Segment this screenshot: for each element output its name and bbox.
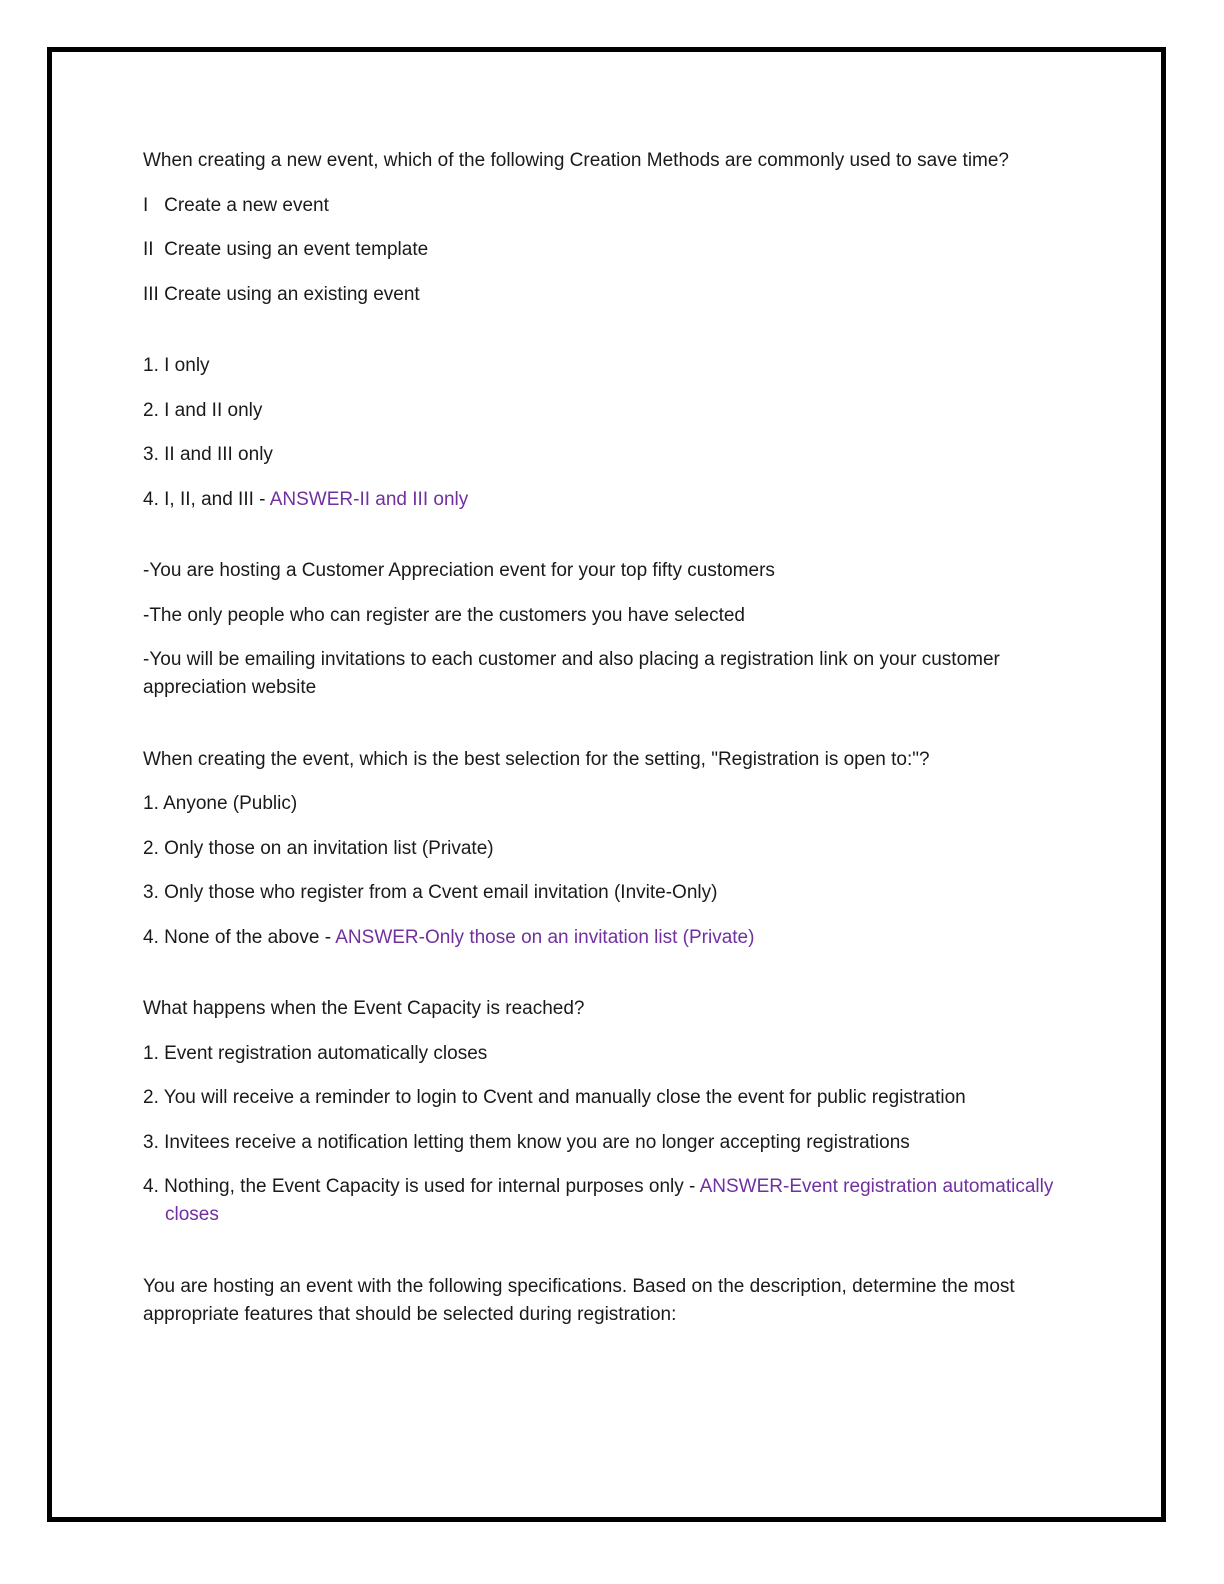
document-body [143,147,1103,1345]
q1-option-1: 1. I only [143,355,210,376]
q2-answer: ANSWER-Only those on an invitation list (Private) [335,926,755,948]
q2-option-1: 1. Anyone (Public) [143,793,298,814]
q1-option-4-text: 4. I, II, and III - [143,488,270,510]
q1-option-3: 3. II and III only [143,444,273,465]
q1-statement-1: I Create a new event [143,194,329,216]
q3-option-3: 3. Invitees receive a notification letting them know you are no longer accepting registrations [143,1131,910,1153]
q2-question: When creating the event, which is the best selection for the setting, "Registration is open to:"? [143,748,930,770]
q2-scenario-3: -You will be emailing invitations to each customer and also placing a registration link on your customer appreciation website [143,649,1006,698]
q4-question: You are hosting an event with the following specifications. Based on the description, determine the most appropriate features that should be selected during registration: [143,1275,1020,1325]
q2-scenario-2: -The only people who can register are the customers you have selected [143,604,745,626]
q1-statement-2: II Create using an event template [143,239,429,260]
q3-answer: ANSWER-Event registration automatically closes [165,1176,1059,1225]
q3-question: What happens when the Event Capacity is reached? [143,998,585,1019]
q2-option-4-text: 4. None of the above - [143,926,336,948]
q2-option-2: 2. Only those on an invitation list (Private) [143,837,494,859]
q3-option-4 [143,1173,1103,1229]
q3-option-1: 1. Event registration automatically closes [143,1042,488,1064]
q1-question: When creating a new event, which of the following Creation Methods are commonly used to save time? [143,150,1010,171]
q2-scenario-1: -You are hosting a Customer Appreciation event for your top fifty customers [143,560,775,581]
q1-option-4 [143,486,1103,514]
q1-option-2: 2. I and II only [143,399,263,421]
q1-answer: ANSWER-II and III only [269,488,469,510]
q3-option-2: 2. You will receive a reminder to login to Cvent and manually close the event for public registration [143,1087,966,1108]
q1-statement-3: III Create using an existing event [143,283,420,305]
q2-option-4 [143,924,1103,952]
q3-option-4-text: 4. Nothing, the Event Capacity is used for internal purposes only - [143,1176,700,1197]
q2-option-3: 3. Only those who register from a Cvent email invitation (Invite-Only) [143,882,718,903]
